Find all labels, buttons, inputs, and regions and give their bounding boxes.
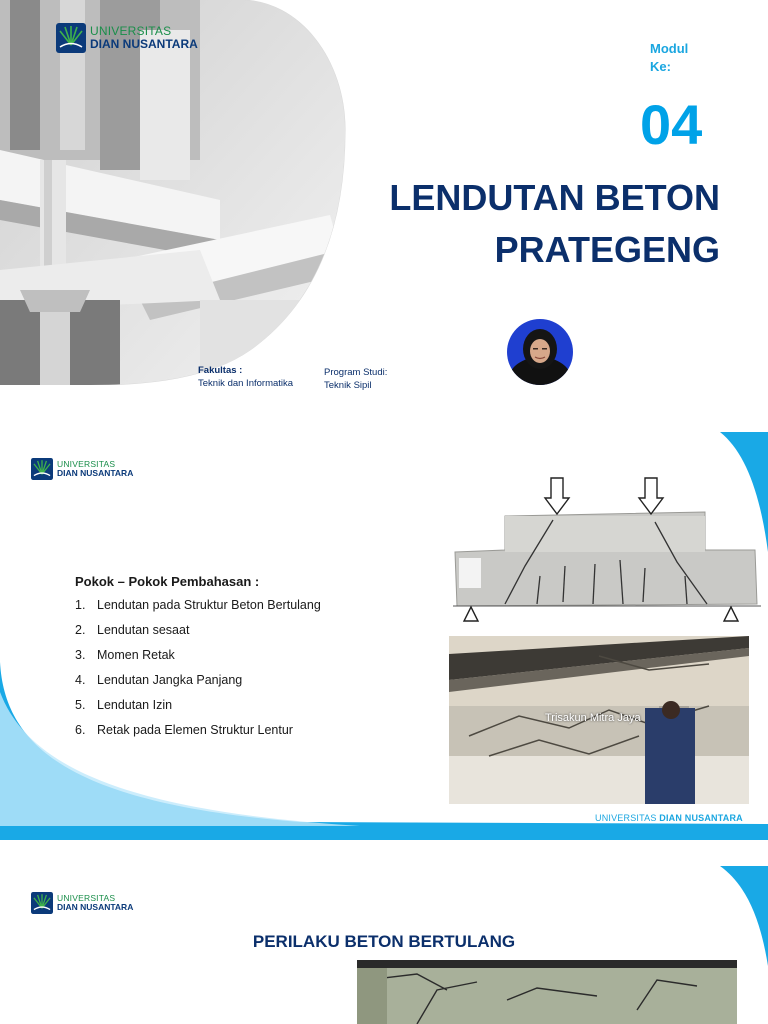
university-logo — [31, 892, 133, 914]
faculty-info — [198, 365, 293, 391]
list-item: 4. Lendutan Jangka Panjang — [75, 673, 243, 687]
cracked-beam-test-image — [445, 476, 768, 626]
footer-line-2: DIAN NUSANTARA — [659, 813, 743, 823]
study-program-label: Program Studi: — [324, 367, 388, 378]
presentation-title — [389, 172, 720, 276]
study-program-value: Teknik Sipil — [324, 379, 372, 391]
title-line-2: PRATEGENG — [494, 229, 720, 271]
module-label-line-2: Ke: — [650, 58, 671, 74]
cracked-beam-closeup-photo — [357, 960, 737, 1024]
faculty-label: Fakultas : — [198, 365, 243, 376]
logo-line-1: UNIVERSITAS — [57, 893, 116, 904]
cover-slide — [0, 0, 768, 400]
lecturer-avatar — [507, 319, 573, 385]
university-logo-icon — [31, 892, 53, 914]
list-item: 2. Lendutan sesaat — [75, 623, 190, 637]
logo-line-2: DIAN NUSANTARA — [90, 37, 198, 51]
behavior-slide — [0, 866, 768, 1024]
topics-slide — [0, 432, 768, 840]
university-logo — [31, 458, 133, 480]
building-photo — [0, 0, 350, 385]
list-item: 1. Lendutan pada Struktur Beton Bertulang — [75, 598, 321, 612]
module-label-line-1: Modul — [650, 41, 689, 56]
logo-line-1: UNIVERSITAS — [57, 459, 116, 470]
university-logo — [56, 23, 198, 53]
footer-brand — [595, 813, 743, 823]
study-program-info — [324, 367, 387, 393]
module-number: 04 — [640, 93, 703, 156]
slide-title: PERILAKU BETON BERTULANG — [252, 932, 516, 951]
university-logo-icon — [31, 458, 53, 480]
list-item: 3. Momen Retak — [75, 648, 175, 662]
topics-list — [75, 574, 321, 748]
logo-line-1: UNIVERSITAS — [90, 24, 172, 39]
title-line-1: LENDUTAN BETON — [389, 177, 720, 218]
logo-line-2: DIAN NUSANTARA — [57, 902, 134, 912]
faculty-value: Teknik dan Informatika — [198, 377, 294, 389]
list-item: 6. Retak pada Elemen Struktur Lentur — [75, 723, 293, 737]
university-logo-icon — [56, 23, 86, 53]
photo-caption: Trisakun Mitra Jaya — [545, 712, 641, 724]
topics-heading: Pokok – Pokok Pembahasan : — [75, 574, 260, 589]
footer-line-1: UNIVERSITAS — [595, 813, 657, 823]
module-label — [650, 40, 688, 75]
list-item: 5. Lendutan Izin — [75, 698, 173, 712]
logo-line-2: DIAN NUSANTARA — [57, 468, 134, 478]
